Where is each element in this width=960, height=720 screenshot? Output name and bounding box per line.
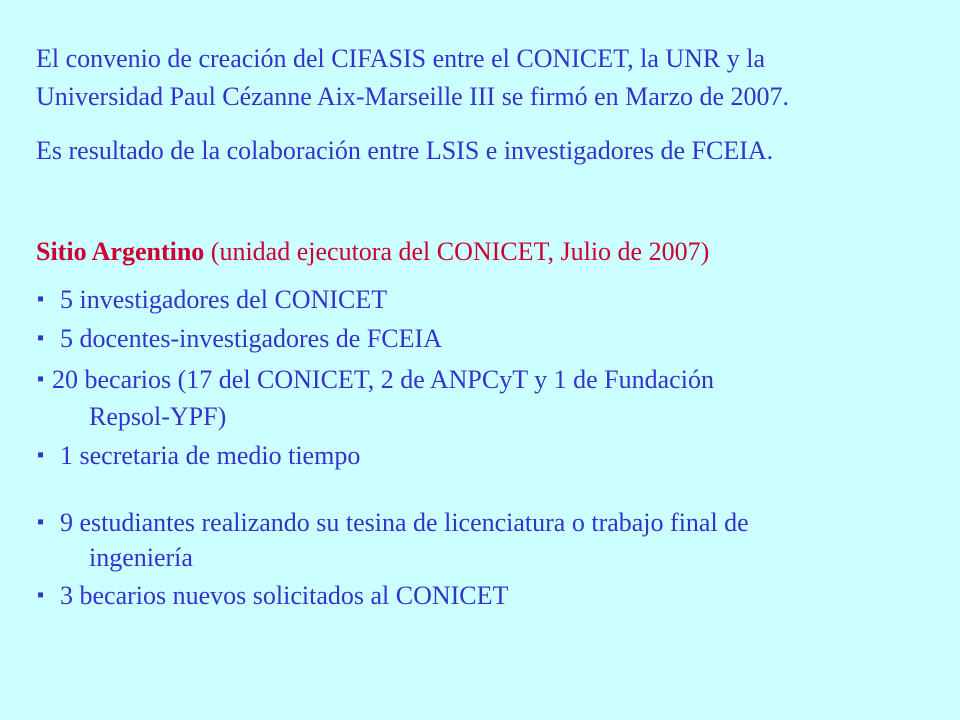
- list-item-continuation: Repsol-YPF): [89, 402, 227, 431]
- section-title: [36, 237, 709, 267]
- list-item: 20 becarios (17 del CONICET, 2 de ANPCyT y 1 de Fundación: [52, 365, 714, 394]
- section-title-rest: (unidad ejecutora del CONICET, Julio de 2007): [204, 237, 710, 266]
- list-item: 3 becarios nuevos solicitados al CONICET: [60, 581, 509, 610]
- bullet-marker: ▪: [37, 368, 45, 390]
- bullet-marker: ▪: [37, 584, 45, 606]
- bullet-marker: ▪: [37, 327, 45, 349]
- bullet-marker: ▪: [37, 511, 45, 533]
- intro-line-1: El convenio de creación del CIFASIS entre el CONICET, la UNR y la: [36, 44, 766, 73]
- list-item: 5 docentes-investigadores de FCEIA: [60, 324, 442, 353]
- bullet-marker: ▪: [37, 288, 45, 310]
- list-item: 1 secretaria de medio tiempo: [60, 441, 361, 470]
- list-item-continuation: ingeniería: [89, 543, 193, 572]
- intro-line-3: Es resultado de la colaboración entre LSIS e investigadores de FCEIA.: [36, 136, 774, 165]
- list-item: 5 investigadores del CONICET: [60, 285, 388, 314]
- section-title-bold: Sitio Argentino: [36, 237, 205, 266]
- list-item: 9 estudiantes realizando su tesina de licenciatura o trabajo final de: [60, 508, 749, 537]
- bullet-marker: ▪: [37, 444, 45, 466]
- intro-line-2: Universidad Paul Cézanne Aix-Marseille III se firmó en Marzo de 2007.: [36, 82, 790, 111]
